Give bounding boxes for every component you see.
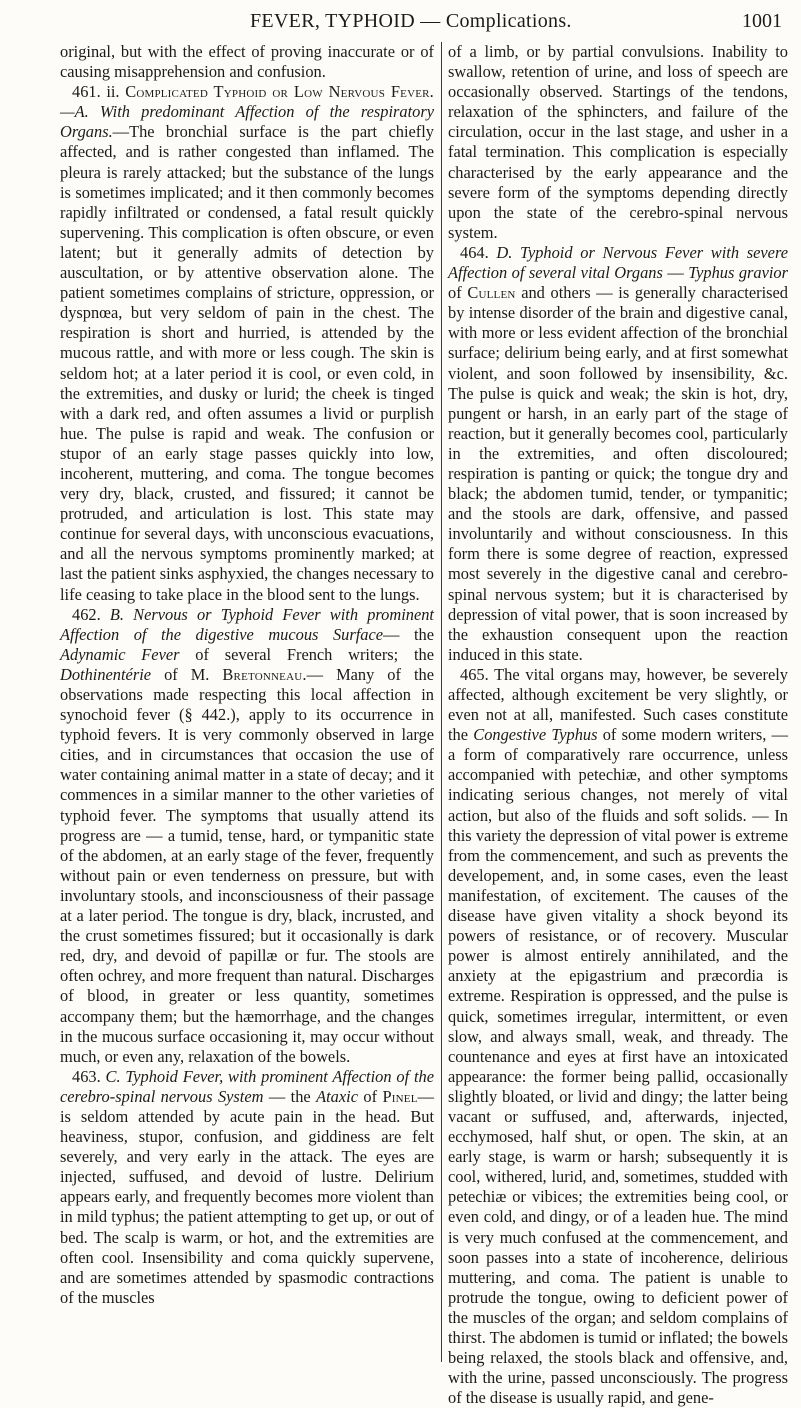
section-mid: of (448, 283, 462, 303)
section-title: D. Typhoid or Nervous Fever with severe Affection of several vital Organs (448, 242, 788, 283)
section-number: 463. (72, 1066, 101, 1086)
section-title-2: Ataxic (316, 1086, 358, 1106)
dash: — the (268, 1086, 311, 1106)
author-name: Pinel (382, 1086, 418, 1106)
section-body: — is seldom attended by acute pain in the head. But heaviness, stupor, confusion, and giddiness are felt severely, and very early in the attack. The eyes are injected, suffused, and devoid of lustre. Delirium appears early, and frequently becomes more violent than in mild typhus; the patient attempting to get up, or out of bed. The scalp is warm, or hot, and the extremities are often cool. Insensibility and coma quickly supervene, and are sometimes attended by spasmodic contractions of the muscles (60, 1086, 435, 1307)
section-heading: Complicated Typhoid or Low Nervous Fever. (125, 82, 434, 102)
section-title: —A. With predominant Affection of the respiratory Organs. (60, 102, 434, 142)
section-mid: of (363, 1086, 378, 1106)
section-number: 465. (460, 664, 489, 684)
running-head: FEVER, TYPHOID — Complications. (250, 10, 572, 32)
section-body: The vital organs may, however, be severely affected, although excitement be very slightly, or even not at all, manifested. Such cases constitute the (448, 664, 788, 745)
section-title: B. Nervous or Typhoid Fever with prominent Affection of the digestive mucous Surface (60, 604, 434, 644)
section-number: 464. (460, 242, 489, 262)
section-body-2: of some modern writers, — a form of comparatively rare occurrence, unless accompanied with petechiæ, and other symptoms indicating serious changes, not merely of vital action, but also of the fluids and soft solids. — In this variety the depression of vital power is extreme from the commencement, and such as prevents the developement, and, in some cases, even the least manifestation, of excitement. The causes of the disease have given vitality a shock beyond its powers of resistance, or of recovery. Muscular power is almost entirely annihilated, and the anxiety at the epigastrium and præcordia is extreme. Respiration is oppressed, and the pulse is quick, sometimes irregular, intermittent, or even slow, and always small, weak, and thready. The countenance and eyes at first have an intoxicated appearance: the former being pallid, occasionally slightly bloated, or livid and dingy; the latter being vacant or suffused, and, afterwards, injected, ecchymosed, half shut, or open. The skin, at an early stage, is warm or harsh; subsequently it is cool, withered, lurid, and, sometimes, studded with petechiæ or vibices; the extremities being cool, or even cold, and dingy, or of a leaden hue. The mind is very much confused at the commencement, and soon passes into a state of incoherence, delirious muttering, and coma. The patient is unable to protrude the tongue, owing to deficient power of the muscles of the organ; and seldom complains of thirst. The abdomen is tumid or inflated; the bowels being relaxed, the stools black and offensive, and, with the urine, passed unconsciously. The progress of the disease is usually rapid, and gene- (448, 725, 788, 1408)
page-header (0, 0, 801, 40)
dash: — the (383, 624, 434, 644)
section-title-2: Adynamic Fever (60, 644, 180, 664)
section-title: Congestive Typhus (473, 725, 598, 745)
section-mid: of several French writers; the (195, 644, 434, 664)
paragraph-continuation: of a limb, or by partial convulsions. Inability to swallow, retention of urine, and loss of speech are occasionally observed. Startings of the tendons, relaxation of the sphincters, and failure of the circulation, occur in the last stage, and usher in a fatal termination. This complication is especially characterised by the early appearance and the severe form of the symptoms depending directly upon the state of the cerebro-spinal nervous system. (448, 42, 788, 242)
dash: — (667, 263, 684, 283)
section-title-3: Dothinentérie (60, 664, 152, 684)
section-title: C. Typhoid Fever, with prominent Affection of the cerebro-spinal nervous System (60, 1066, 434, 1106)
section-464 (448, 243, 788, 665)
right-column (448, 42, 788, 1408)
section-number: 461. ii. (72, 82, 120, 102)
section-body: — Many of the observations made respecting this local affection in synochoid fever (§ 442.), apply to its occurrence in typhoid fevers. It is very commonly observed in large cities, and in circumstances that occasion the use of water containing animal matter in a state of decay; and it commences in a similar manner to the other varieties of typhoid fever. The symptoms that usually attend its progress are — a tumid, tense, hard, or tympanitic state of the abdomen, at an early stage of the fever, frequently without pain or even tenderness on pressure, but with involuntary stools, and inconsciousness of their passage at a later period. The tongue is dry, black, incrusted, and the crust sometimes fissured; but it occasionally is dark red, dry, and devoid of papillæ or fur. The stools are often ochrey, and more frequent than natural. Discharges of blood, in greater or less quantity, sometimes accompany them; but the hæmorrhage, and the changes in the mucous surface occasioning it, may occur without much, or even any, relaxation of the bowels. (60, 664, 434, 1066)
left-column (60, 42, 434, 1308)
section-mid-2: of M. (164, 664, 210, 684)
section-body: —The bronchial surface is the part chiefly affected, and is rather congested than inflamed. The pleura is rarely attacked; but the substance of the lungs is sometimes implicated; and it then commonly becomes rapidly infiltrated or condensed, a fatal result quickly supervening. This complication is often obscure, or even latent; but it generally admits of detection by auscultation, or by attentive observation alone. The patient sometimes complains of stricture, oppression, or dyspnœa, but very seldom of pain in the chest. The respiration is short and hurried, is attended by the mucous rattle, and with more or less cough. The skin is seldom hot; at a later period it is cool, or even cold, in the extremities, and dusky or lurid; the cheek is tinged with a dark red, and often assumes a livid or purplish hue. The pulse is rapid and weak. The confusion or stupor of an early stage passes quickly into low, incoherent, muttering, and coma. The tongue becomes very dry, black, crusted, and fissured; it cannot be protruded, and articulation is lost. This state may continue for several days, with unconscious evacuations, and all the nervous symptoms prominently marked; at last the patient sinks asphyxied, the changes necessary to life ceasing to take place in the blood sent to the lungs. (60, 122, 434, 604)
paragraph-continuation: original, but with the effect of proving inaccurate or of causing misapprehension and confusion. (60, 42, 434, 82)
author-name: Cullen (467, 283, 516, 303)
section-462 (60, 605, 434, 1067)
page-number: 1001 (742, 10, 782, 32)
section-title-2: Typhus gravior (688, 263, 788, 283)
section-body: and others — is generally characterised by intense disorder of the brain and digestive canal, with more or less evident affection of the bronchial surface; delirium being early, and at first somewhat violent, and soon followed by insensibility, &c. The pulse is quick and weak; the skin is hot, dry, pungent or harsh, in an early part of the stage of reaction, but it generally becomes cool, particularly in the extremities, and often discoloured; respiration is panting or quick; the tongue dry and black; the abdomen tumid, tender, or tympanitic; and the stools are dark, offensive, and passed involuntarily and without consciousness. In this form there is some degree of reaction, expressed most severely in the digestive canal and cerebro-spinal nervous system; but it is characterised by depression of vital power, that is soon increased by the exhaustion consequent upon the reaction induced in this state. (448, 283, 788, 664)
section-465 (448, 665, 788, 1408)
section-463 (60, 1067, 434, 1308)
column-divider (441, 42, 442, 1362)
section-number: 462. (72, 604, 101, 624)
section-461 (60, 82, 434, 604)
author-name: Bretonneau. (222, 664, 307, 684)
